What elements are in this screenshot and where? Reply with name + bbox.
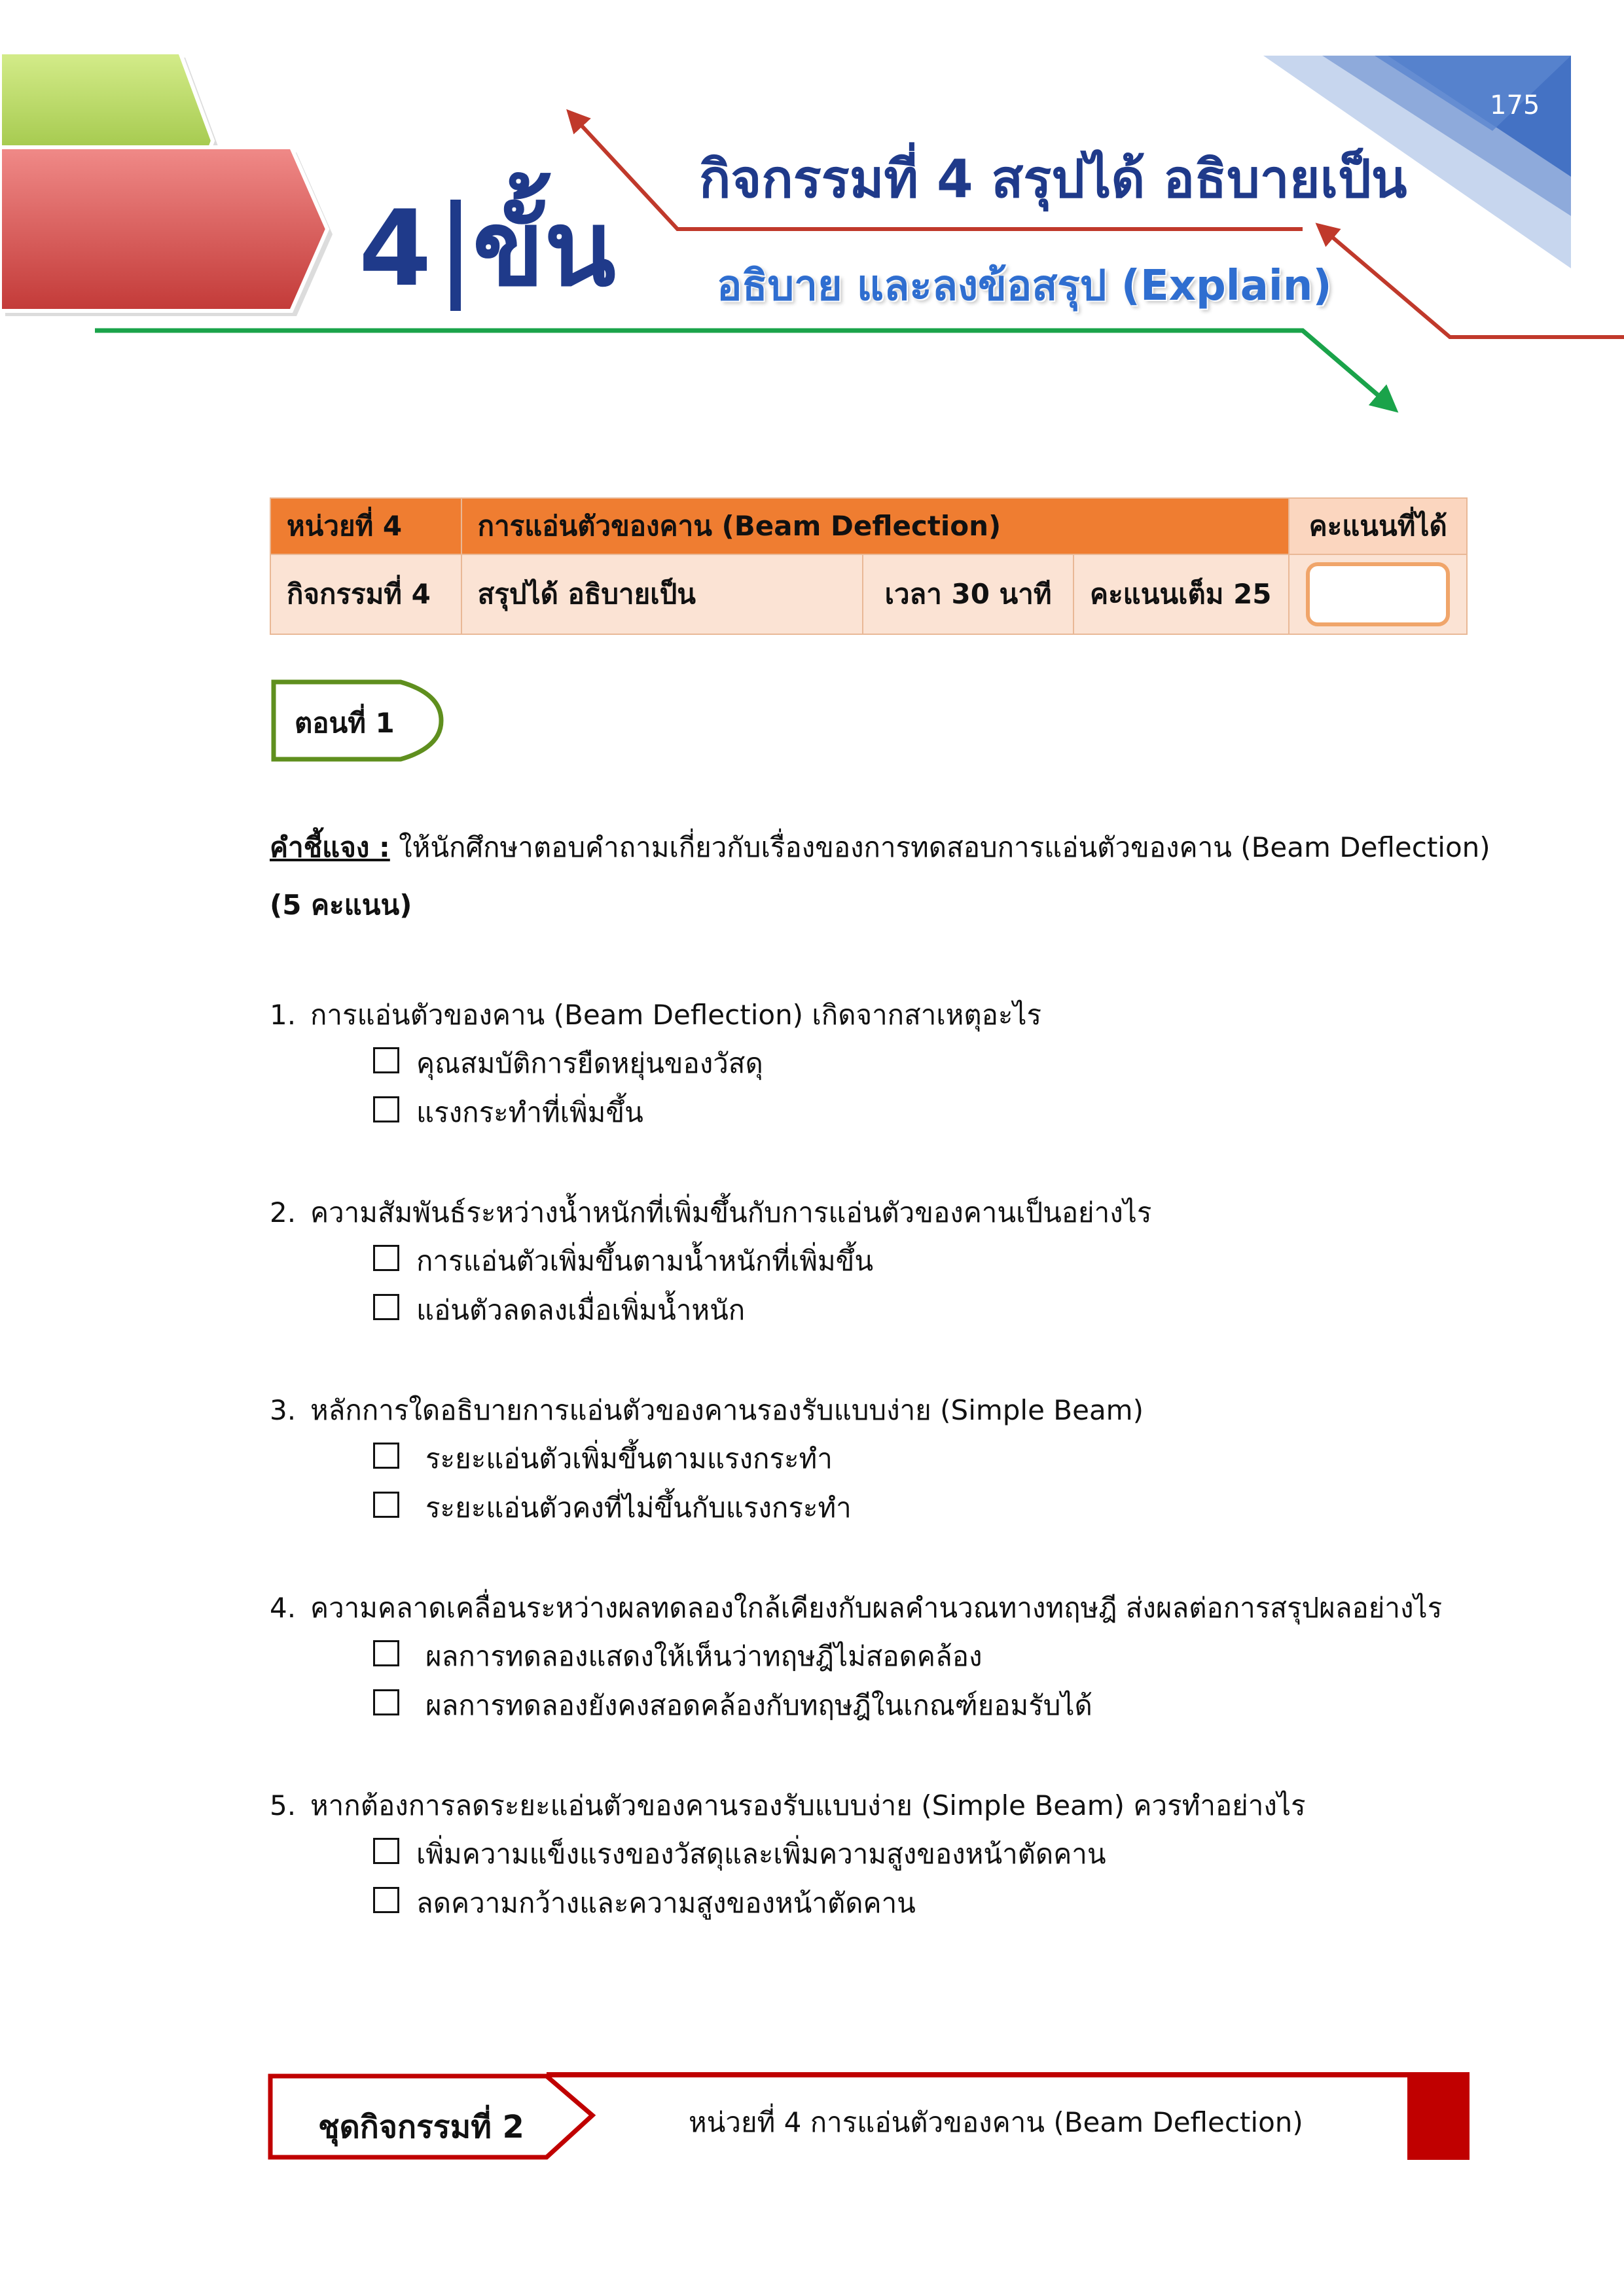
option-label: ผลการทดลองแสดงให้เห็นว่าทฤษฎีไม่สอดคล้อง [425,1640,983,1672]
checkbox[interactable] [373,1245,399,1271]
activity-name: สรุปได้ อธิบายเป็น [461,554,863,634]
option-label: แอ่นตัวลดลงเมื่อเพิ่มน้ำหนัก [416,1294,746,1326]
option-label: ระยะแอ่นตัวเพิ่มขึ้นตามแรงกระทำ [425,1443,833,1475]
unit-label: หน่วยที่ 4 [270,498,461,554]
activity-title: กิจกรรมที่ 4 สรุปได้ อธิบายเป็น [699,149,1407,209]
red-arrow-line-right [1319,226,1624,337]
option-label: ผลการทดลองยังคงสอดคล้องกับทฤษฎีในเกณฑ์ยอมรับได้ [425,1689,1092,1721]
question-2 [270,1191,1151,1234]
question-text: ความสัมพันธ์ระหว่างน้ำหนักที่เพิ่มขึ้นกับการแอ่นตัวของคานเป็นอย่างไร [310,1196,1152,1229]
score-header: คะแนนที่ได้ [1289,498,1467,554]
question-number: 4. [270,1592,297,1624]
section-label: ตอนที่ 1 [295,707,395,739]
question-number: 5. [270,1789,297,1821]
unit-title: การแอ่นตัวของคาน (Beam Deflection) [461,498,1290,554]
score-input-box[interactable] [1306,562,1450,626]
checkbox[interactable] [373,1443,399,1469]
option-label: ระยะแอ่นตัวคงที่ไม่ขึ้นกับแรงกระทำ [425,1492,852,1524]
page-number: 175 [1490,90,1540,120]
instruction-points: (5 คะแนน) [270,889,412,921]
activity-label: กิจกรรมที่ 4 [270,554,461,634]
checkbox[interactable] [373,1887,399,1913]
activity-info-table [270,497,1468,635]
table-row [270,554,1467,634]
activity-subtitle: อธิบาย และลงข้อสรุป (Explain) [717,262,1332,310]
red-block-shape [0,147,333,316]
question-number: 1. [270,999,297,1031]
instruction-label: คำชี้แจง : [270,831,390,863]
stage-divider [450,200,461,311]
score-cell [1289,554,1467,634]
question-3 [270,1389,1144,1432]
header-decoration [0,0,1624,458]
green-arrow-line [95,331,1394,409]
stage-word: ขั้น [473,187,616,310]
checkbox[interactable] [373,1492,399,1518]
question-4 [270,1587,1442,1630]
question-text: ความคลาดเคลื่อนระหว่างผลทดลองใกล้เคียงกับผลคำนวณทางทฤษฎี ส่งผลต่อการสรุปผลอย่างไร [310,1592,1443,1624]
question-text: หลักการใดอธิบายการแอ่นตัวของคานรองรับแบบง่าย (Simple Beam) [310,1394,1144,1426]
time-limit: เวลา 30 นาที [863,554,1074,634]
question-text: การแอ่นตัวของคาน (Beam Deflection) เกิดจากสาเหตุอะไร [310,999,1042,1031]
table-row [270,498,1467,554]
stage-number: 4 [359,187,432,310]
instruction [270,826,1490,869]
instruction-text: ให้นักศึกษาตอบคำถามเกี่ยวกับเรื่องของการทดสอบการแอ่นตัวของคาน (Beam Deflection) [399,831,1490,863]
checkbox[interactable] [373,1047,399,1073]
option-label: การแอ่นตัวเพิ่มขึ้นตามน้ำหนักที่เพิ่มขึ้น [416,1245,874,1277]
checkbox[interactable] [373,1689,399,1715]
question-number: 2. [270,1196,297,1229]
question-number: 3. [270,1394,297,1426]
full-score: คะแนนเต็ม 25 [1074,554,1289,634]
checkbox[interactable] [373,1838,399,1864]
checkbox[interactable] [373,1294,399,1320]
question-text: หากต้องการลดระยะแอ่นตัวของคานรองรับแบบง่าย (Simple Beam) ควรทำอย่างไร [310,1789,1306,1821]
checkbox[interactable] [373,1640,399,1666]
question-1 [270,994,1041,1037]
option-label: ลดความกว้างและความสูงของหน้าตัดคาน [416,1887,916,1919]
checkbox[interactable] [373,1096,399,1122]
option-label: คุณสมบัติการยืดหยุ่นของวัสดุ [416,1047,763,1079]
footer-unit-text: หน่วยที่ 4 การแอ่นตัวของคาน (Beam Deflection) [689,2106,1303,2138]
option-label: แรงกระทำที่เพิ่มขึ้น [416,1096,643,1128]
activity-set-label: ชุดกิจกรรมที่ 2 [318,2109,524,2145]
question-5 [270,1784,1306,1827]
option-label: เพิ่มความแข็งแรงของวัสดุและเพิ่มความสูงของหน้าตัดคาน [416,1838,1106,1870]
